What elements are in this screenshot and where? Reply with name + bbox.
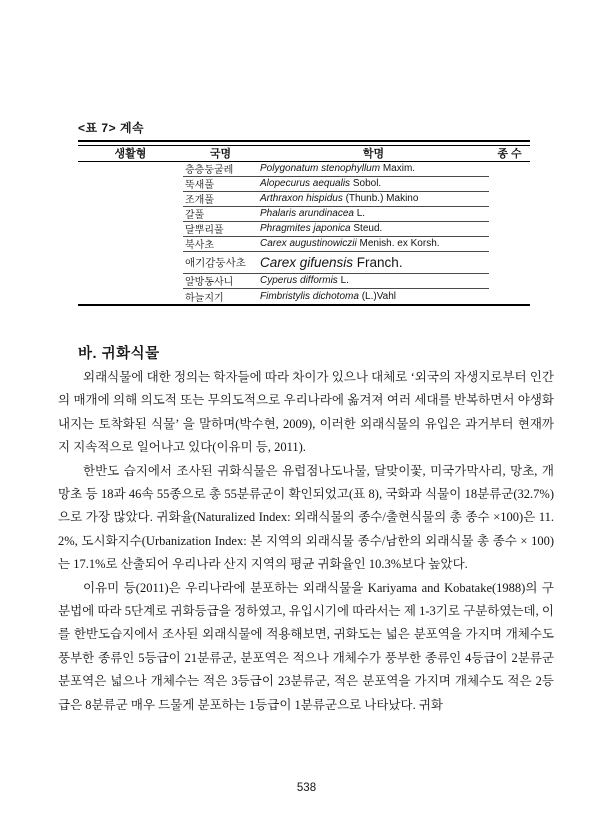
korean-name-cell: 애기감둥사초 [185, 256, 246, 269]
scientific-name-cell: Phalaris arundinacea L. [260, 208, 366, 219]
species-count-cell [489, 177, 530, 192]
korean-name-cell: 달뿌리풀 [185, 225, 224, 236]
table-row [78, 162, 530, 177]
life-form-cell [78, 237, 183, 252]
paragraph: 이유미 등(2011)은 우리나라에 분포하는 외래식물을 Kariyama and Kobatake(1988)의 구분법에 따라 5단계로 귀화등급을 정하였고, 유입시기에 따라서는 제 1-3기로 구분하였는데, 이를 한반도습지에서 조사된 외래식물에 적용해보면, 귀화도는 넓은 분포역을 가지며 개체수도 풍부한 종류인 5등급이 21분류군, 분포역은 적으나 개체수가 풍부한 종류인 4등급이 2분류군 분포역은 넓으나 개체수는 적은 3등급이 23분류군, 적은 분포역을 가지며 개체수도 적은 2등급은 8분류군 매우 드물게 분포하는 1등급이 1분류군으로 나타났다. 귀화 [58, 580, 554, 712]
table-row [78, 289, 530, 304]
scientific-name-cell: Phragmites japonica Steud. [260, 223, 383, 234]
body-text [58, 366, 554, 717]
life-form-cell [78, 162, 183, 177]
table-row [78, 274, 530, 289]
scientific-name-cell: Arthraxon hispidus (Thunb.) Makino [260, 193, 419, 204]
scientific-name-cell: Cyperus difformis L. [260, 275, 349, 286]
species-count-cell [489, 289, 530, 304]
scientific-name-cell: Carex gifuensis Franch. [260, 254, 403, 270]
korean-name-cell: 북사초 [185, 240, 214, 251]
column-header: 학명 [362, 148, 385, 160]
scientific-name-cell: Fimbristylis dichotoma (L.)Vahl [260, 290, 396, 302]
life-form-cell [78, 192, 183, 207]
life-form-cell [78, 289, 183, 304]
life-form-cell [78, 177, 183, 192]
table-caption: <표 7> 계속 [78, 121, 145, 135]
table-row [78, 252, 530, 274]
korean-name-cell: 조개풀 [185, 195, 214, 206]
korean-name-cell: 갈풀 [185, 210, 205, 221]
column-header: 종 수 [497, 148, 522, 160]
life-form-cell [78, 222, 183, 237]
table-row [78, 222, 530, 237]
life-form-cell [78, 274, 183, 289]
species-count-cell [489, 192, 530, 207]
species-count-cell [489, 162, 530, 177]
table-row [78, 237, 530, 252]
column-header: 생활형 [114, 148, 147, 160]
page-number: 538 [296, 782, 317, 794]
korean-name-cell: 알방동사니 [185, 277, 234, 288]
paragraph: 외래식물에 대한 정의는 학자들에 따라 차이가 있으나 대체로 ‘외국의 자생지로부터 인간의 매개에 의해 의도적 또는 무의도적으로 우리나라에 옮겨져 여러 세대를 반복하면서 야생화 내지는 토착화된 식물’ 을 말하며(박수현, 2009), 이러한 외래식물의 유입은 과거부터 현재까지 지속적으로 일어나고 있다(이유미 등, 2011). [58, 370, 554, 455]
table-header-row [78, 146, 530, 162]
korean-name-cell: 뚝새풀 [185, 180, 214, 191]
paragraph: 한반도 습지에서 조사된 귀화식물은 유럽점나도나물, 달맞이꽃, 미국가막사리, 망초, 개망초 등 18과 46속 55종으로 총 55분류군이 확인되었고(표 8), 국화과 식물이 18분류군(32.7%)으로 가장 많았다. 귀화율(Naturalized Index: 외래식물의 종수/출현식물의 총 종수 ×100)은 11.2%, 도시화지수(Urbanization Index: 본 지역의 외래식물 종수/남한의 외래식물 총 종수 × 100)는 17.1%로 산출되어 우리나라 산지 지역의 평균 귀화율인 10.3%보다 높았다. [58, 463, 554, 572]
species-count-cell [489, 222, 530, 237]
species-count-cell [489, 274, 530, 289]
species-count-cell [489, 237, 530, 252]
scientific-name-cell: Alopecurus aequalis Sobol. [260, 178, 382, 189]
korean-name-cell: 층층둥굴레 [185, 165, 234, 176]
life-form-cell [78, 207, 183, 222]
table-row [78, 192, 530, 207]
table-row [78, 207, 530, 222]
scientific-name-cell: Carex augustinowiczii Menish. ex Korsh. [260, 238, 440, 249]
table-body [78, 162, 530, 304]
species-count-cell [489, 207, 530, 222]
scientific-name-cell: Polygonatum stenophyllum Maxim. [260, 163, 416, 174]
table-bottom-rule [78, 304, 530, 306]
table-row [78, 177, 530, 192]
life-form-cell [78, 252, 183, 274]
section-heading: 바. 귀화식물 [78, 346, 160, 362]
korean-name-cell: 하늘지기 [185, 292, 224, 304]
species-table [78, 140, 530, 306]
species-count-cell [489, 252, 530, 274]
column-header: 국명 [209, 148, 232, 160]
